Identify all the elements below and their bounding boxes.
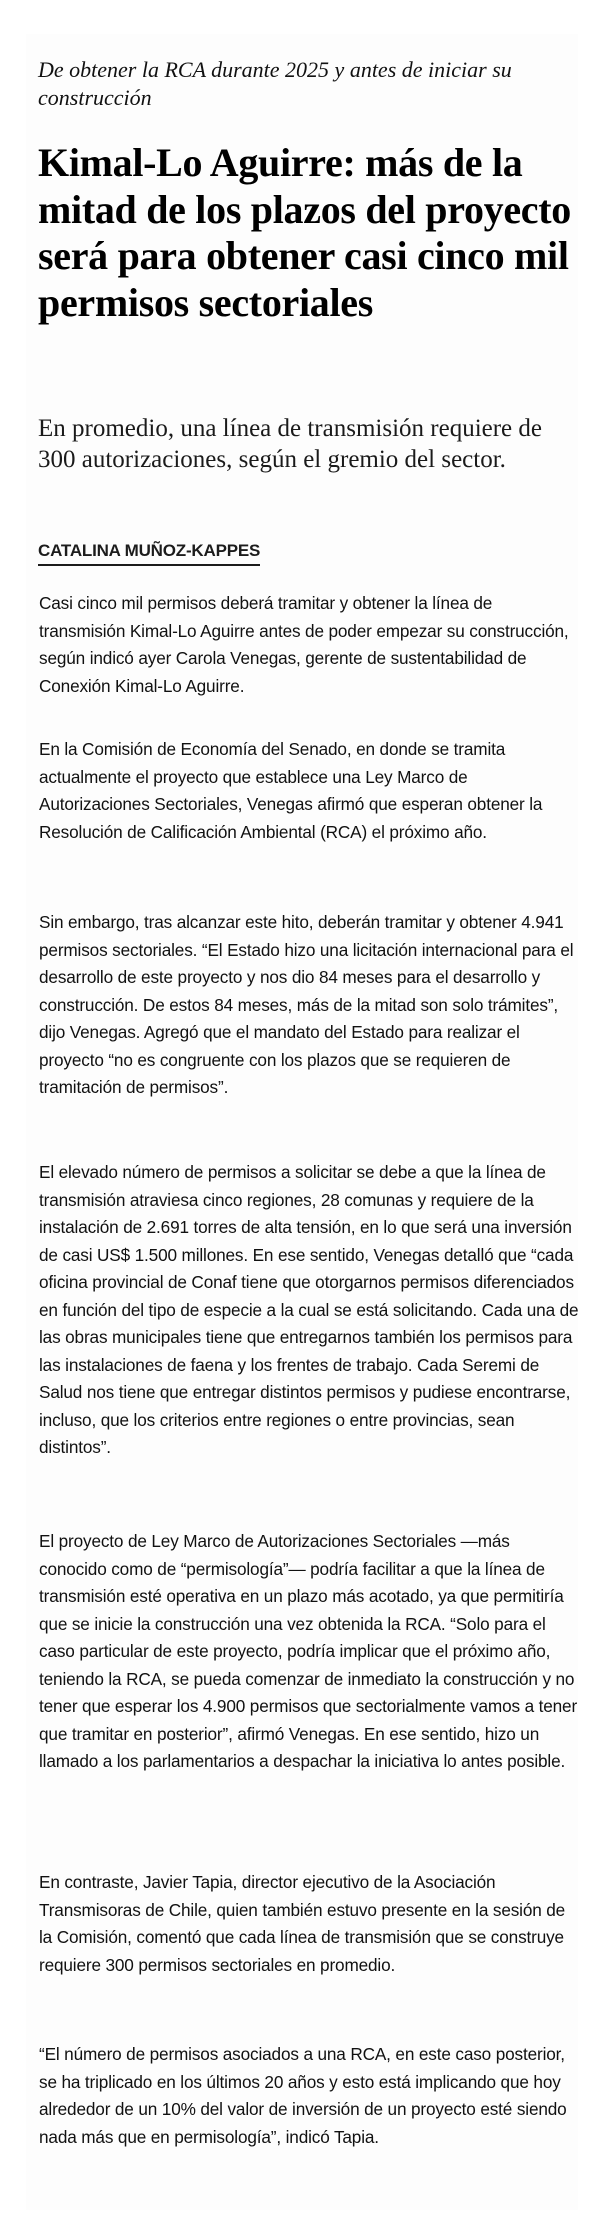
body-paragraph: Sin embargo, tras alcanzar este hito, deberán tramitar y obtener 4.941 permisos sectoriales. “El Estado hizo una licitación internacional para el desarrollo de este proyecto y nos dio 84 meses para el desarrollo y construcción. De estos 84 meses, más de la mitad son solo trámites”, dijo Venegas. Agregó que el mandato del Estado para realizar el proyecto “no es congruente con los plazos que se requieren de tramitación de permisos”. [39, 912, 574, 1097]
body-paragraph: “El número de permisos asociados a una RCA, en este caso posterior, se ha triplicado en los últimos 20 años y esto está implicando que hoy alrededor de un 10% del valor de inversión de un proyecto esté siendo nada más que en permisología”, indicó Tapia. [39, 2044, 567, 2147]
article-headline: Kimal-Lo Aguirre: más de la mitad de los plazos del proyecto será para obtener casi cinco mil permisos sectoriales [38, 140, 571, 325]
body-paragraph: En la Comisión de Economía del Senado, en donde se tramita actualmente el proyecto que establece una Ley Marco de Autorizaciones Sectoriales, Venegas afirmó que esperan obtener la Resolución de Calificación Ambiental (RCA) el próximo año. [39, 739, 543, 842]
article-deck: En promedio, una línea de transmisión requiere de 300 autorizaciones, según el gremio del sector. [38, 415, 543, 473]
body-paragraph: El elevado número de permisos a solicitar se debe a que la línea de transmisión atraviesa cinco regiones, 28 comunas y requiere de la instalación de 2.691 torres de alta tensión, en lo que será una inversión de casi US$ 1.500 millones. En ese sentido, Venegas detalló que “cada oficina provincial de Conaf tiene que otorgarnos permisos diferenciados en función del tipo de especie a la cual se está solicitando. Cada una de las obras municipales tiene que entregarnos también los permisos para las instalaciones de faena y los frentes de trabajo. Cada Seremi de Salud nos tiene que entregar distintos permisos y pudiese encontrarse, incluso, que los criterios entre regiones o entre provincias, sean distintos”. [39, 1162, 579, 1457]
body-paragraph: El proyecto de Ley Marco de Autorizaciones Sectoriales —más conocido como de “permisología”— podría facilitar a que la línea de transmisión esté operativa en un plazo más acotado, ya que permitiría que se inicie la construcción una vez obtenida la RCA. “Solo para el caso particular de este proyecto, podría implicar que el próximo año, teniendo la RCA, se pueda comenzar de inmediato la construcción y no tener que esperar los 4.900 permisos que sectorialmente vamos a tener que tramitar en posterior”, afirmó Venegas. En ese sentido, hizo un llamado a los parlamentarios a despachar la iniciativa lo antes posible. [39, 1531, 578, 1771]
body-paragraph: En contraste, Javier Tapia, director ejecutivo de la Asociación Transmisoras de Chile, quien también estuvo presente en la sesión de la Comisión, comentó que cada línea de transmisión que se construye requiere 300 permisos sectoriales en promedio. [39, 1872, 566, 1975]
article-kicker: De obtener la RCA durante 2025 y antes de iniciar su construcción [38, 57, 512, 110]
author-byline[interactable]: CATALINA MUÑOZ-KAPPES [38, 541, 260, 566]
body-paragraph: Casi cinco mil permisos deberá tramitar y obtener la línea de transmisión Kimal-Lo Aguirre antes de poder empezar su construcción, según indicó ayer Carola Venegas, gerente de sustentabilidad de Conexión Kimal-Lo Aguirre. [39, 593, 569, 696]
